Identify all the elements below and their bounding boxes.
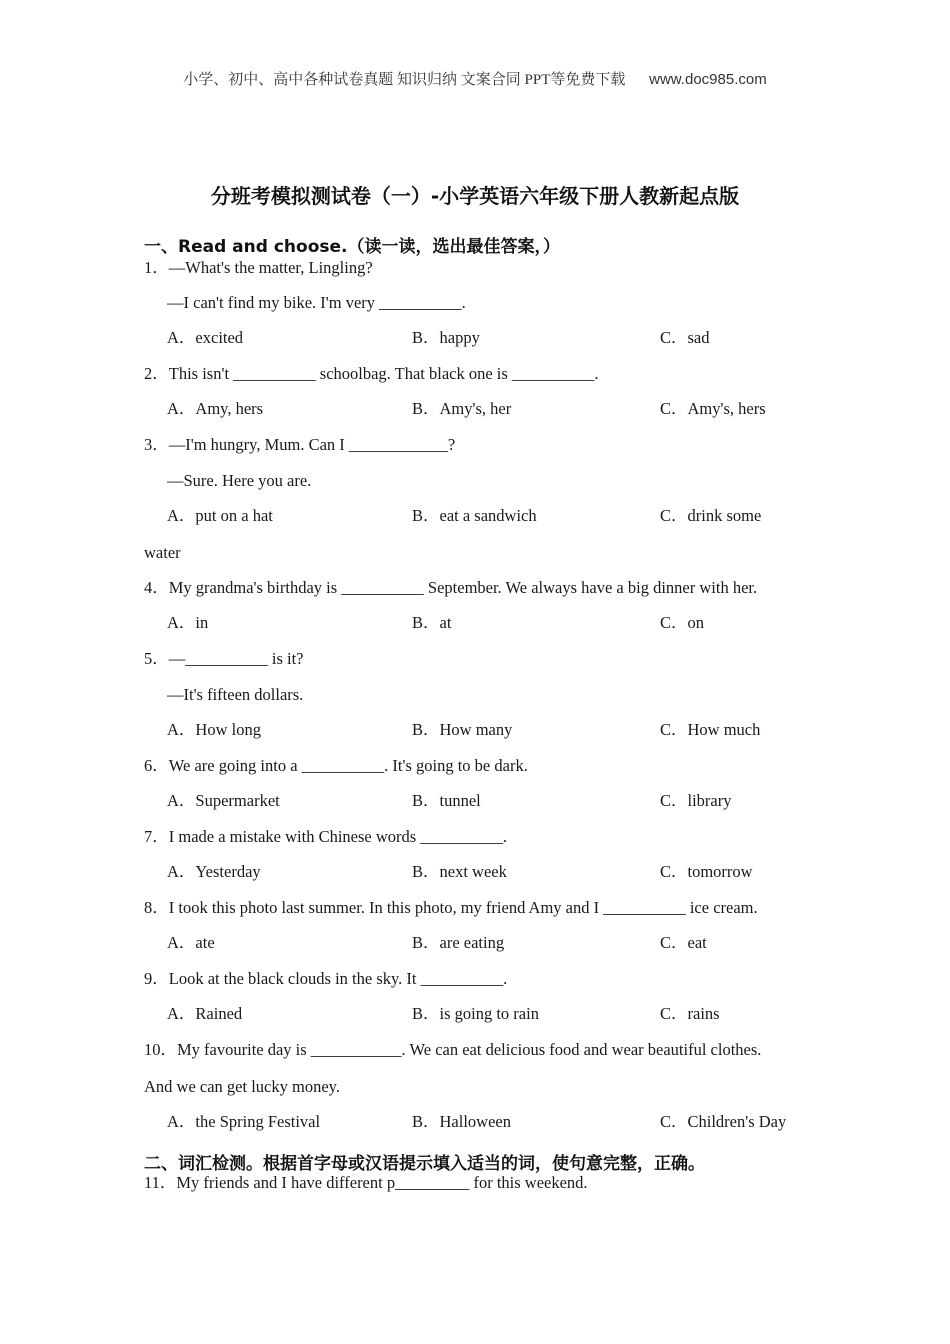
question-10-line-1: 10．My favourite day is ___________. We can eat delicious food and wear beautiful clothes.: [144, 1040, 762, 1059]
question-5-option-a: A．How long: [167, 720, 261, 739]
question-3-option-c: C．drink some: [660, 506, 762, 525]
question-3-option-b: B．eat a sandwich: [412, 506, 537, 525]
question-1-option-c: C．sad: [660, 328, 710, 347]
question-1-line-2: —I can't find my bike. I'm very __________.: [167, 293, 466, 312]
question-10-option-b: B．Halloween: [412, 1112, 511, 1131]
question-7-option-a: A．Yesterday: [167, 862, 261, 881]
question-9-option-b: B．is going to rain: [412, 1004, 539, 1023]
question-8-option-b: B．are eating: [412, 933, 505, 952]
question-7-line-1: 7．I made a mistake with Chinese words __________.: [144, 827, 507, 846]
question-2-option-a: A．Amy, hers: [167, 399, 264, 418]
section-2-heading: 二、词汇检测。根据首字母或汉语提示填入适当的词，使句意完整，正确。: [144, 1154, 705, 1174]
question-7-option-b: B．next week: [412, 862, 507, 881]
question-1-option-a: A．excited: [167, 328, 244, 347]
page-title: 分班考模拟测试卷（一）-小学英语六年级下册人教新起点版: [210, 184, 740, 208]
question-3-line-2: —Sure. Here you are.: [167, 471, 312, 490]
question-5-line-2: —It's fifteen dollars.: [167, 685, 304, 704]
section-1-heading: 一、Read and choose.（读一读，选出最佳答案，）: [144, 237, 560, 257]
page-header: [0, 68, 950, 89]
question-3-option-c-wrap: water: [144, 543, 181, 562]
question-9-option-c: C．rains: [660, 1004, 720, 1023]
question-1-line-1: 1．—What's the matter, Lingling?: [144, 258, 373, 277]
question-11-line-1: 11．My friends and I have different p_________ for this weekend.: [144, 1173, 588, 1192]
question-9-option-a: A．Rained: [167, 1004, 243, 1023]
header-site[interactable]: www.doc985.com: [649, 71, 767, 88]
question-4-line-1: 4．My grandma's birthday is __________ September. We always have a big dinner with her.: [144, 578, 758, 597]
question-6-option-a: A．Supermarket: [167, 791, 280, 810]
question-6-option-c: C．library: [660, 791, 732, 810]
question-2-option-c: C．Amy's, hers: [660, 399, 766, 418]
question-1-option-b: B．happy: [412, 328, 480, 347]
question-2-option-b: B．Amy's, her: [412, 399, 512, 418]
question-8-option-a: A．ate: [167, 933, 215, 952]
question-3-line-1: 3．—I'm hungry, Mum. Can I ____________?: [144, 435, 456, 454]
question-4-option-b: B．at: [412, 613, 452, 632]
question-8-option-c: C．eat: [660, 933, 707, 952]
question-4-option-c: C．on: [660, 613, 705, 632]
header-text: 小学、初中、高中各种试卷真题 知识归纳 文案合同 PPT等免费下载: [183, 72, 626, 88]
question-6-line-1: 6．We are going into a __________. It's going to be dark.: [144, 756, 528, 775]
question-3-option-a: A．put on a hat: [167, 506, 273, 525]
question-10-option-a: A．the Spring Festival: [167, 1112, 321, 1131]
question-8-line-1: 8．I took this photo last summer. In this photo, my friend Amy and I __________ ice cream.: [144, 898, 758, 917]
question-5-option-c: C．How much: [660, 720, 761, 739]
question-5-line-1: 5．—__________ is it?: [144, 649, 304, 668]
question-9-line-1: 9．Look at the black clouds in the sky. It __________.: [144, 969, 508, 988]
question-6-option-b: B．tunnel: [412, 791, 481, 810]
question-2-line-1: 2．This isn't __________ schoolbag. That black one is __________.: [144, 364, 599, 383]
question-5-option-b: B．How many: [412, 720, 513, 739]
question-10-option-c: C．Children's Day: [660, 1112, 787, 1131]
question-4-option-a: A．in: [167, 613, 209, 632]
question-10-line-2: And we can get lucky money.: [144, 1077, 340, 1096]
question-7-option-c: C．tomorrow: [660, 862, 753, 881]
